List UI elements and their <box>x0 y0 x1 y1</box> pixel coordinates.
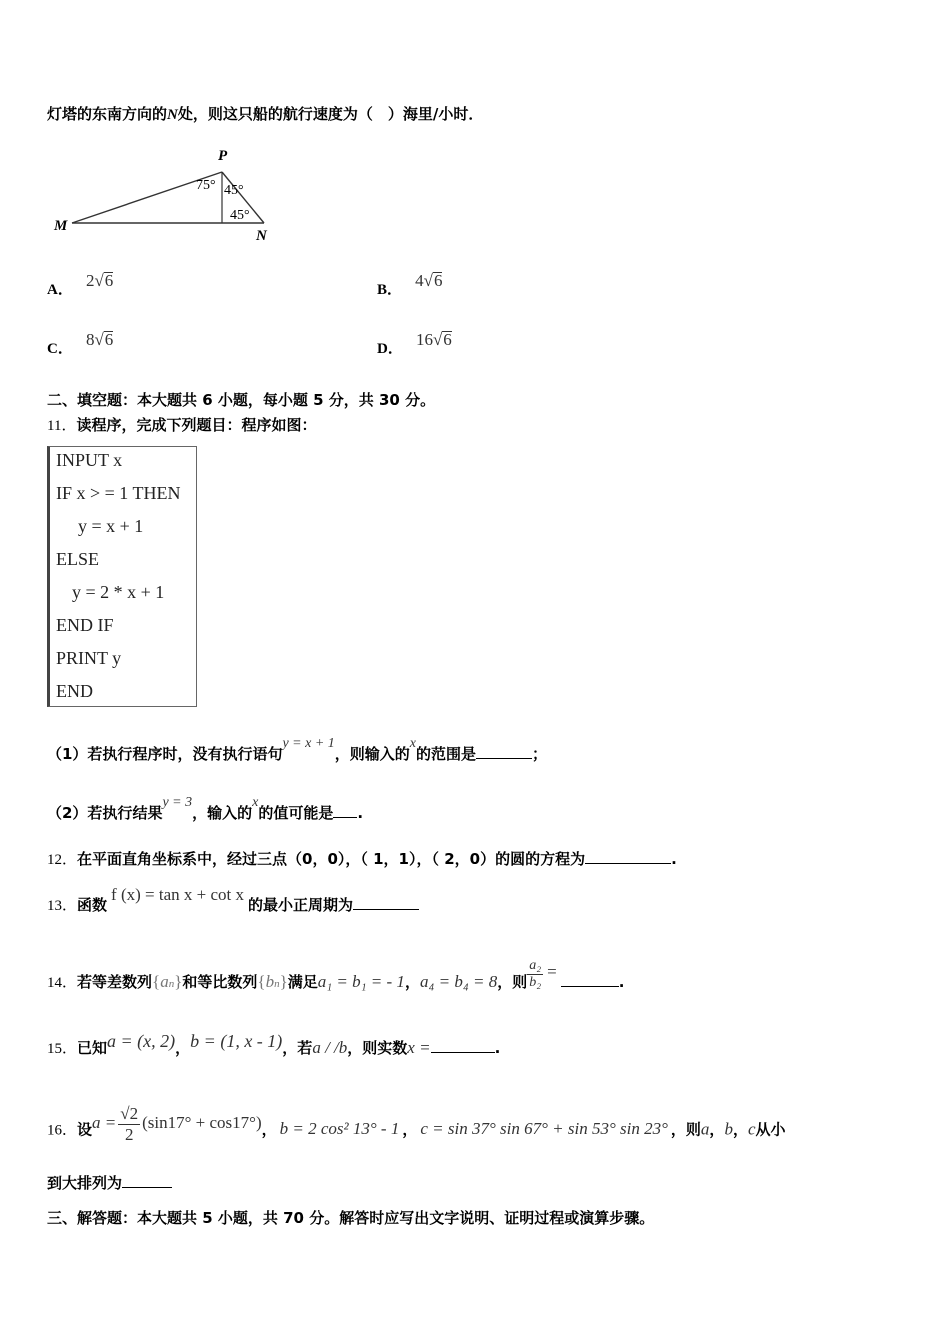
q11-code-box <box>47 446 197 707</box>
q11-part1-blank[interactable] <box>476 744 532 759</box>
option-a-coef: 2 <box>85 271 95 290</box>
q11-stem-line <box>47 414 316 435</box>
fig-label-n: N <box>256 228 267 244</box>
option-a[interactable] <box>47 271 114 299</box>
seq-b-sub: n <box>274 978 280 990</box>
q16-b-expr: b = 2 cos² 13° - 1 <box>279 1119 400 1139</box>
option-c[interactable] <box>47 330 114 358</box>
q11-part2-suffix: 的值可能是 <box>258 804 334 822</box>
q11-part1-stmt: y = x + 1 <box>282 736 335 751</box>
q10-triangle-figure <box>50 140 280 245</box>
q11-part2 <box>47 795 364 823</box>
fig-label-m: M <box>54 218 68 234</box>
q13-suffix: 的最小正周期为 <box>247 896 353 914</box>
option-a-value: 2√6 <box>85 271 114 290</box>
q11-part2-prefix: （2）若执行结果 <box>47 804 163 822</box>
q15-line <box>47 1031 501 1058</box>
q15-number: 15． <box>47 1041 78 1057</box>
q10-point-n: N <box>167 107 178 123</box>
q11-part2-var: x <box>252 795 259 810</box>
q13-formula: f (x) = tan x + cot x <box>111 885 244 904</box>
q13-blank[interactable] <box>353 895 419 910</box>
q15-vec-a: a = (x, 2) <box>107 1031 176 1051</box>
code-line-4: ELSE <box>56 549 99 569</box>
code-line-2: IF x > = 1 THEN <box>56 483 181 503</box>
q16-a-rest: (sin17° + cos17°) <box>142 1113 262 1133</box>
q16-comma2: ， <box>732 1120 748 1139</box>
q16-line1 <box>47 1104 786 1151</box>
code-line-8: END <box>56 681 93 701</box>
q14-p4: ，则 <box>497 973 528 991</box>
option-a-radicand: 6 <box>104 271 114 290</box>
q16-number: 16． <box>47 1122 78 1139</box>
q15-p3: ，则实数 <box>347 1039 408 1057</box>
q14-eq: = <box>547 962 557 981</box>
q11-part1-suffix: 的范围是 <box>416 745 477 763</box>
q16-p3: 从小 <box>755 1120 786 1139</box>
q14-fraction <box>527 958 543 991</box>
q14-sep: ， <box>404 973 420 991</box>
option-d[interactable] <box>377 330 452 358</box>
q15-var: x = <box>407 1038 431 1057</box>
q16-comma1: ， <box>709 1120 725 1139</box>
option-d-value: 16√6 <box>415 330 452 349</box>
q14-p3: 满足 <box>287 973 318 991</box>
code-line-5: y = 2 * x + 1 <box>72 582 165 602</box>
q16-a-den: 2 <box>124 1125 134 1144</box>
q14-frac-den: b₂ <box>529 975 542 990</box>
option-d-radicand: 6 <box>443 330 452 349</box>
seq-a-sub: n <box>168 978 175 990</box>
option-b-coef: 4 <box>415 271 424 290</box>
fig-angle-45-top: 45° <box>224 183 244 198</box>
q15-vec-b: b = (1, x - 1) <box>190 1031 283 1051</box>
q14-blank[interactable] <box>561 972 619 987</box>
q14-cond2: a₄ = b₄ = 8 <box>419 972 498 991</box>
q15-blank[interactable] <box>431 1038 495 1053</box>
option-b-value: 4√6 <box>415 271 443 290</box>
q14-p1: 若等差数列 <box>77 973 153 991</box>
q15-p2: ，若 <box>282 1039 313 1057</box>
code-line-7: PRINT y <box>56 648 122 668</box>
q13-prefix: 函数 <box>77 896 108 914</box>
option-b[interactable] <box>377 271 443 299</box>
q16-va: a <box>700 1119 710 1139</box>
q15-parallel: a / /b <box>312 1038 348 1057</box>
q11-number: 11． <box>47 418 77 434</box>
option-d-label: D． <box>377 341 403 357</box>
q11-part2-end: . <box>357 804 364 822</box>
option-b-radicand: 6 <box>433 271 443 290</box>
option-d-coef: 16 <box>415 330 433 349</box>
q12-blank[interactable] <box>585 849 671 864</box>
q16-sep1: ， <box>261 1120 277 1139</box>
q16-a-num: √2 <box>120 1104 139 1123</box>
q10-text-b: 处，则这只船的航行速度为（ ）海里/小时． <box>177 105 484 123</box>
q11-part1-middle: ，则输入的 <box>334 745 410 763</box>
fig-angle-75: 75° <box>196 178 216 193</box>
code-line-6: END IF <box>56 615 114 635</box>
q15-sep: ， <box>175 1039 191 1057</box>
q15-p1: 已知 <box>77 1039 108 1057</box>
q12-end: . <box>671 850 677 868</box>
q13-line <box>47 885 419 915</box>
q14-line <box>47 958 625 999</box>
q16-line2-text: 到大排列为 <box>47 1174 123 1192</box>
q15-end: . <box>494 1039 501 1057</box>
option-c-value: 8√6 <box>85 330 114 349</box>
q16-a-expr <box>92 1104 262 1144</box>
q14-p2: 和等比数列 <box>182 973 258 991</box>
q11-stem: 读程序，完成下列题目：程序如图： <box>76 416 317 434</box>
q11-part2-result: y = 3 <box>162 795 193 810</box>
q11-part2-blank[interactable] <box>333 803 357 818</box>
seq-a-symbol: a <box>160 972 169 991</box>
q14-number: 14． <box>47 975 78 991</box>
q16-vc: c <box>747 1119 756 1139</box>
fig-label-p: P <box>218 148 228 164</box>
q16-blank[interactable] <box>122 1173 172 1188</box>
code-line-1: INPUT x <box>56 450 123 470</box>
q16-vb: b <box>724 1119 733 1139</box>
code-line-3: y = x + 1 <box>78 516 144 536</box>
option-a-label: A． <box>47 282 73 298</box>
fig-angle-45-bottom: 45° <box>230 208 250 223</box>
q11-part1-var: x <box>409 736 417 751</box>
q16-a-lhs: a = <box>92 1113 117 1133</box>
q16-c-expr: c = sin 37° sin 67° + sin 53° sin 23° <box>420 1119 668 1139</box>
q13-number: 13． <box>47 898 78 914</box>
q16-a-frac <box>118 1104 140 1145</box>
q10-tail-line <box>47 103 483 124</box>
seq-b-symbol: b <box>265 972 275 991</box>
q14-frac-num: a₂ <box>529 958 542 973</box>
option-c-radicand: 6 <box>104 330 114 349</box>
q11-part1 <box>47 736 548 764</box>
q16-p1: 设 <box>77 1120 93 1139</box>
q12-number: 12． <box>47 852 78 868</box>
q16-sep2: ， <box>402 1120 418 1139</box>
seq-a: {an} <box>152 972 183 991</box>
q10-text-a: 灯塔的东南方向的 <box>47 105 168 123</box>
seq-b: {bn} <box>257 972 288 991</box>
q16-line2 <box>47 1172 172 1193</box>
q14-end: . <box>618 973 625 991</box>
q16-p2: ，则 <box>670 1120 701 1139</box>
q11-part1-prefix: （1）若执行程序时，没有执行语句 <box>47 745 283 763</box>
q12-text: 在平面直角坐标系中，经过三点（0，0），（ 1，1），（ 2，0）的圆的方程为 <box>77 850 586 868</box>
section2-heading: 二、填空题：本大题共 6 小题，每小题 5 分，共 30 分。 <box>47 391 436 409</box>
section3-heading: 三、解答题：本大题共 5 小题，共 70 分。解答时应写出文字说明、证明过程或演算步骤。 <box>47 1209 655 1227</box>
option-c-label: C． <box>47 341 73 357</box>
option-b-label: B． <box>377 282 403 298</box>
q12-line <box>47 848 677 869</box>
option-c-coef: 8 <box>85 330 95 349</box>
q14-cond1: a₁ = b₁ = - 1 <box>317 972 405 991</box>
q11-part2-middle: ，输入的 <box>192 804 253 822</box>
q11-part1-end: ； <box>532 745 548 763</box>
